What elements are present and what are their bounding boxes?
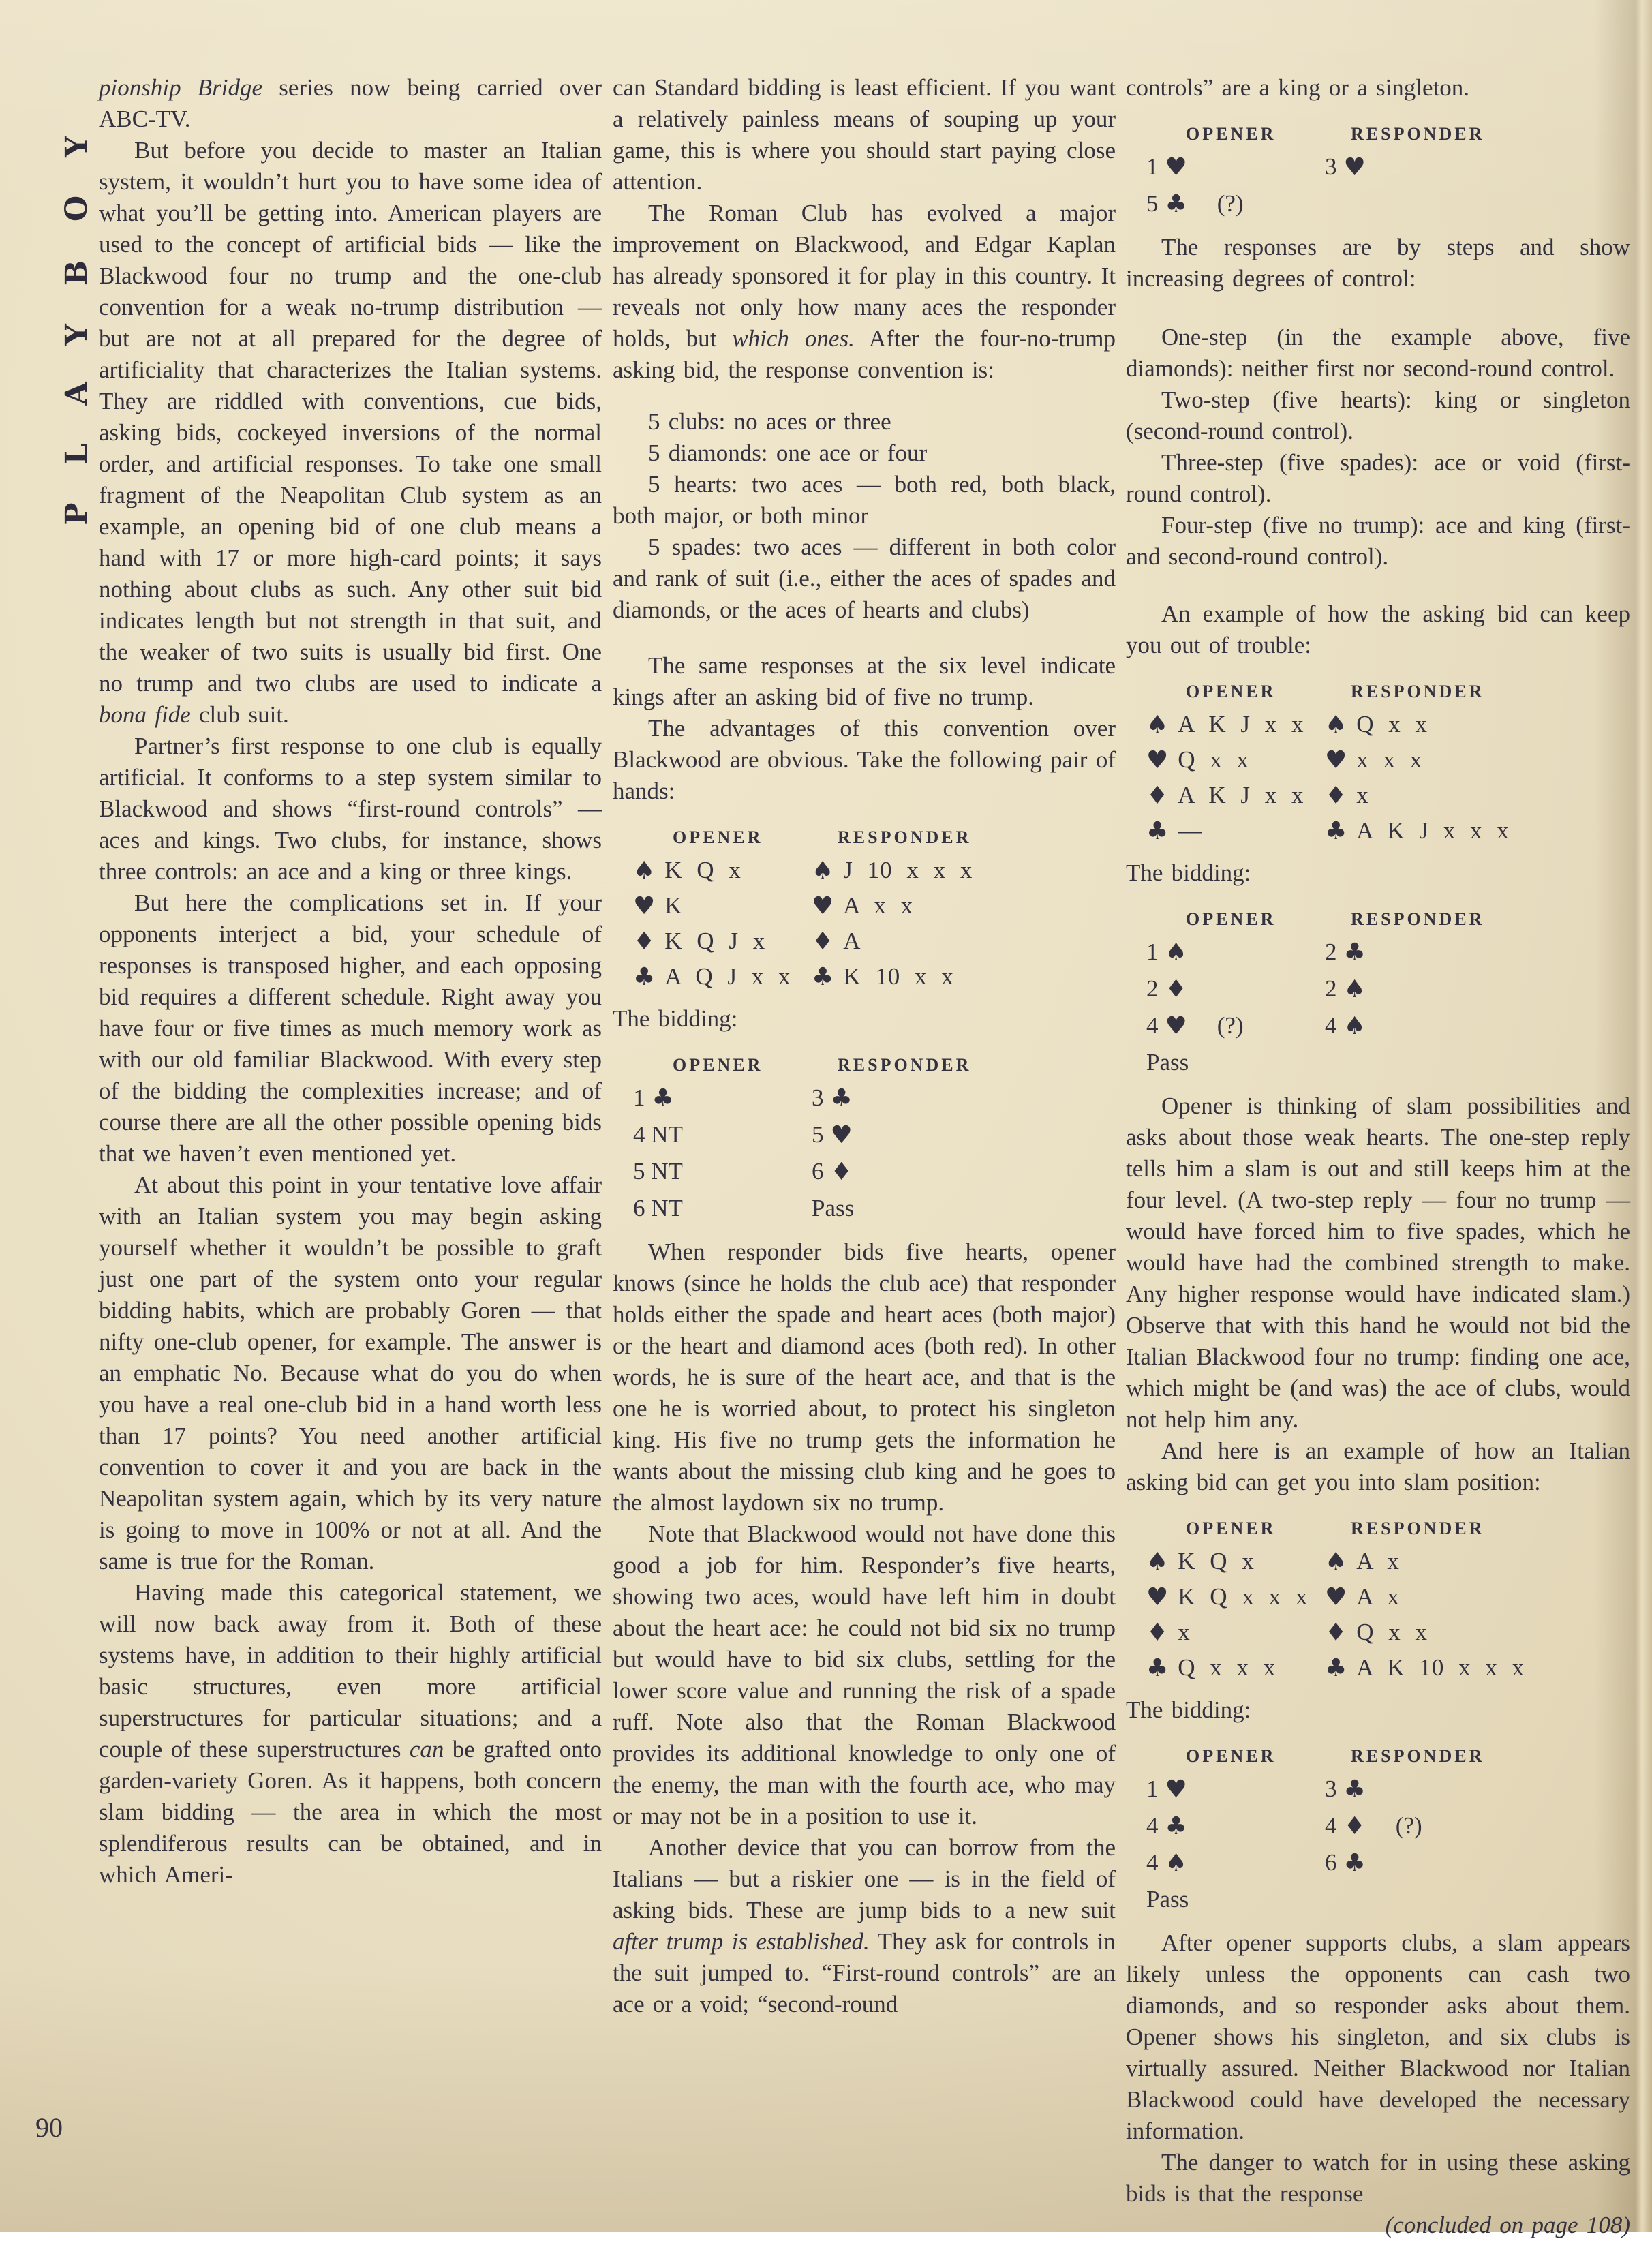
text-run: Opener is thinking of slam possibilities and asks about those weak hearts. The one-step reply tells him a slam is out and still keeps him at the four level. (A two-step reply — four no trump — would have forced him to five spades, which he would have had the combined strength to make. Any higher response would have indicated slam.) Observe that with this hand he would not bid the Italian Blackwood four no trump: finding one ace, which might be (and was) the ace of clubs, would not help him any. — [1126, 1093, 1630, 1433]
bid-call — [1146, 936, 1187, 968]
paragraph — [1126, 598, 1630, 661]
card-ranks: K Q J x — [664, 928, 766, 954]
heart-icon: ♥ — [633, 892, 656, 920]
paragraph — [1126, 510, 1630, 573]
bid-call — [1146, 1847, 1187, 1878]
bid-call — [1325, 1847, 1366, 1878]
hand-suit-holding — [1146, 709, 1304, 740]
bid-call — [1325, 1810, 1422, 1842]
paragraph — [613, 72, 1116, 198]
text-run: After opener supports clubs, a slam appears likely unless the opponents can cash two diamonds, and so responder asks about them. Opener shows his singleton, and six clubs is virtually assured. Neither Blackwood nor Italian Blackwood could have developed the necessary information. — [1126, 1930, 1630, 2144]
table-header-row — [1126, 1738, 1630, 1769]
text-run: Note that Blackwood would not have done this good a job for him. Responder’s five hearts, showing two aces, would have left him in doubt about the heart ace: he could not bid six no trump but would have to bid six clubs, settling for the lower score value and running the risk of a spade ruff. Note also that the Roman Blackwood provides its additional knowledge to only one of the enemy, the man with the fourth ace, who may or may not be in a position to use it. — [613, 1521, 1116, 1829]
text-run: At about this point in your tentative love affair with an Italian system you may begin asking yourself whether it wouldn’t be possible to graft just one part of the system onto your regular bidding habits, which are probably Goren — that nifty one-club opener, for example. The answer is an emphatic No. Because what do you do when you have a real one-club bid in a hand worth less than 17 points? You need another artificial convention to cover it and you are back in the Neapolitan system again, which by its very nature is going to move in 100% or not at all. And the same is true for the Roman. — [99, 1172, 602, 1574]
heart-icon: ♥ — [812, 892, 834, 920]
bid-call — [812, 1119, 853, 1150]
heart-icon: ♥ — [1165, 1775, 1187, 1803]
continuation-note — [1126, 2210, 1630, 2241]
opener-label: OPENER — [1186, 909, 1276, 929]
hand-diagram — [613, 819, 1116, 996]
text-run: which ones. — [732, 325, 855, 352]
bidding-row — [1126, 1010, 1630, 1047]
card-ranks: A K 10 x x x — [1356, 1654, 1525, 1681]
bid-call — [1146, 1010, 1244, 1041]
hand-row — [613, 890, 1116, 926]
card-ranks: Q x x x — [1178, 1654, 1276, 1681]
text-run: Partner’s first response to one club is equally artificial. It conforms to a step system similar to Blackwood and shows “first-round controls” — aces and kings. Two clubs, for instance, shows three controls: an ace and a king or three kings. — [99, 733, 602, 885]
text-run: The bidding: — [1126, 859, 1251, 886]
bid-text: 3 — [1325, 1775, 1337, 1802]
diamond-icon: ♦ — [1165, 975, 1187, 1003]
card-ranks: Q x x — [1356, 711, 1428, 737]
paragraph — [1126, 322, 1630, 384]
bid-text: 2 — [1146, 975, 1159, 1002]
opener-label: OPENER — [673, 827, 763, 847]
club-icon: ♣ — [652, 1084, 674, 1112]
opener-label: OPENER — [1186, 1519, 1276, 1538]
text-run: controls” are a king or a singleton. — [1126, 74, 1470, 101]
responder-label: RESPONDER — [1351, 124, 1485, 144]
bid-call — [1146, 1810, 1187, 1842]
paragraph — [1126, 232, 1630, 294]
bid-call — [1325, 151, 1366, 183]
diamond-icon: ♦ — [1325, 1619, 1347, 1647]
spacer — [1126, 294, 1630, 322]
text-run: The bidding: — [1126, 1696, 1251, 1723]
bid-text: 1 — [1146, 1775, 1159, 1802]
paragraph — [613, 532, 1116, 626]
text-run: 5 diamonds: one ace or four — [648, 440, 928, 466]
hand-suit-holding — [1146, 1617, 1191, 1648]
bidding-row — [613, 1156, 1116, 1193]
hand-row — [613, 926, 1116, 961]
bidding-row — [1126, 973, 1630, 1010]
bid-call — [812, 1193, 854, 1224]
bidding-row — [1126, 1773, 1630, 1810]
text-run: But here the complications set in. If your opponents interject a bid, your schedule of responses is transposed higher, and each opposing bid requires a different schedule. Right away you have four or five times as much memory work as with our old familiar Blackwood. With every step of the bidding the complexities increase; and of course there are all the other possible opening bids that we haven’t even mentioned yet. — [99, 889, 602, 1167]
bid-text: 1 — [633, 1084, 645, 1111]
hand-suit-holding — [1325, 1652, 1525, 1683]
hand-suit-holding — [1325, 709, 1428, 740]
hand-diagram — [1126, 673, 1630, 851]
card-ranks: A — [843, 928, 861, 954]
card-ranks: A K J x x x — [1356, 817, 1510, 844]
paragraph — [1126, 2147, 1630, 2210]
text-run: Three-step (five spades): ace or void (first-round control). — [1126, 449, 1630, 507]
bid-call — [1146, 1773, 1187, 1805]
text-run: The advantages of this convention over Blackwood are obvious. Take the following pair of hands: — [613, 715, 1116, 804]
text-run: after trump is established. — [613, 1928, 870, 1955]
responder-label: RESPONDER — [1351, 1519, 1485, 1538]
hand-suit-holding — [633, 890, 683, 921]
bid-query-note: (?) — [1395, 1812, 1422, 1839]
bidding-row — [1126, 1847, 1630, 1884]
hand-row — [1126, 1581, 1630, 1617]
diamond-icon: ♦ — [1325, 782, 1347, 810]
opener-label: OPENER — [1186, 124, 1276, 144]
club-icon: ♣ — [1325, 1654, 1347, 1682]
paragraph — [613, 713, 1116, 807]
hand-suit-holding — [812, 926, 861, 957]
bidding-row — [1126, 1884, 1630, 1921]
paragraph — [1126, 447, 1630, 510]
hand-row — [1126, 1652, 1630, 1688]
bidding-row — [613, 1119, 1116, 1156]
bidding-table — [1126, 116, 1630, 225]
table-header-row — [1126, 1510, 1630, 1542]
bid-call — [1146, 151, 1187, 183]
bid-text: 4 — [1325, 1812, 1337, 1839]
bid-text: 2 — [1325, 939, 1337, 965]
card-ranks: J 10 x x x — [843, 857, 973, 883]
bid-query-note: (?) — [1217, 1012, 1244, 1039]
spade-icon: ♠ — [1325, 711, 1347, 739]
hand-suit-holding — [812, 855, 973, 886]
text-run: An example of how the asking bid can keep you out of trouble: — [1126, 600, 1630, 658]
text-run: The bidding: — [613, 1005, 738, 1032]
card-ranks: A x — [1356, 1583, 1400, 1610]
spine-magazine-title: PLAYBOY — [59, 97, 94, 525]
card-ranks: A K J x x — [1178, 711, 1304, 737]
card-ranks: K Q x — [664, 857, 741, 883]
heart-icon: ♥ — [1325, 746, 1347, 774]
hand-suit-holding — [633, 855, 741, 886]
text-run: Two-step (five hearts): king or singleton (second-round control). — [1126, 386, 1630, 444]
spacer — [613, 626, 1116, 650]
diamond-icon: ♦ — [1343, 1812, 1366, 1840]
hand-row — [1126, 1617, 1630, 1652]
hand-suit-holding — [1325, 780, 1369, 811]
text-run: One-step (in the example above, five diamonds): neither first nor second-round control. — [1126, 324, 1630, 382]
spacer — [613, 386, 1116, 406]
spade-icon: ♠ — [1343, 975, 1366, 1003]
diamond-icon: ♦ — [633, 928, 656, 956]
text-run: pionship Bridge — [99, 74, 263, 101]
text-run: Another device that you can borrow from the Italians — but a riskier one — is in the field of asking bids. These are jump bids to a new suit — [613, 1834, 1116, 1923]
hand-suit-holding — [1325, 1581, 1400, 1613]
bid-text: 4 — [1146, 1849, 1159, 1876]
spade-icon: ♠ — [1165, 939, 1187, 966]
bidding-row — [613, 1193, 1116, 1230]
text-run: The same responses at the six level indicate kings after an asking bid of five no trump. — [613, 652, 1116, 710]
hand-row — [1126, 815, 1630, 851]
paragraph — [1126, 72, 1630, 104]
club-icon: ♣ — [1146, 1654, 1169, 1682]
text-run: They ask for controls in the suit jumped to. “First-round controls” are an ace or a void; “second-round — [613, 1928, 1116, 2017]
hand-suit-holding — [633, 961, 791, 992]
responder-label: RESPONDER — [838, 1055, 972, 1075]
bid-call — [1325, 973, 1366, 1005]
spade-icon: ♠ — [1165, 1849, 1187, 1877]
hand-suit-holding — [1325, 815, 1510, 847]
bid-call — [633, 1119, 683, 1150]
hand-suit-holding — [1146, 1581, 1308, 1613]
text-run: (concluded on page 108) — [1385, 2212, 1630, 2238]
paragraph — [99, 135, 602, 731]
opener-label: OPENER — [673, 1055, 763, 1075]
hand-suit-holding — [1146, 780, 1304, 811]
text-run: 5 hearts: two aces — both red, both black, both major, or both minor — [613, 471, 1116, 529]
bid-call — [812, 1082, 853, 1114]
bid-call — [1325, 1773, 1366, 1805]
bidding-row — [1126, 151, 1630, 188]
paragraph — [613, 650, 1116, 713]
responder-label: RESPONDER — [1351, 682, 1485, 701]
heart-icon: ♥ — [1343, 153, 1366, 181]
card-ranks: Q x x — [1356, 1619, 1428, 1645]
paragraph — [613, 406, 1116, 438]
bid-text: 2 — [1325, 975, 1337, 1002]
paragraph — [99, 72, 602, 135]
paragraph — [99, 731, 602, 887]
text-run: be grafted onto garden-variety Goren. As it happens, both concern slam bidding — the area in which the most splendiferous results can be obtained, and in which Ameri- — [99, 1736, 602, 1888]
bid-text: 4 — [1146, 1812, 1159, 1839]
hand-row — [1126, 744, 1630, 780]
paragraph — [613, 469, 1116, 532]
spade-icon: ♠ — [1146, 1548, 1169, 1576]
club-icon: ♣ — [1165, 190, 1187, 218]
hand-suit-holding — [1325, 744, 1422, 776]
card-ranks: x — [1178, 1619, 1191, 1645]
text-run: The responses are by steps and show increasing degrees of control: — [1126, 234, 1630, 292]
club-icon: ♣ — [812, 963, 834, 991]
bid-text: 4 NT — [633, 1121, 683, 1148]
bid-text: 6 — [812, 1158, 824, 1185]
bid-call — [633, 1082, 674, 1114]
bid-call — [1146, 1047, 1189, 1078]
hand-suit-holding — [633, 926, 765, 957]
bid-text: 6 NT — [633, 1195, 683, 1221]
hand-row — [1126, 709, 1630, 744]
club-icon: ♣ — [1325, 817, 1347, 845]
page-number: 90 — [35, 2112, 63, 2143]
bid-text: 3 — [1325, 153, 1337, 180]
paragraph — [1126, 1435, 1630, 1498]
bidding-row — [1126, 188, 1630, 225]
card-ranks: — — [1178, 817, 1203, 844]
hand-suit-holding — [1146, 1546, 1255, 1577]
heart-icon: ♥ — [1146, 746, 1169, 774]
bidding-row — [1126, 1047, 1630, 1084]
paragraph — [613, 1236, 1116, 1519]
bid-text: Pass — [812, 1195, 855, 1221]
club-icon: ♣ — [1165, 1812, 1187, 1840]
text-run: When responder bids five hearts, opener knows (since he holds the club ace) that responder holds either the spade and heart aces (both major) or the heart and diamond aces (both red). In other words, he is sure of the heart ace, and that is the one he is worried about, to protect his singleton king. His five no trump gets the information he wants about the missing club king and he goes to the almost laydown six no trump. — [613, 1238, 1116, 1516]
bid-text: 1 — [1146, 939, 1159, 965]
hand-suit-holding — [1146, 1652, 1276, 1683]
text-run: can Standard bidding is least efficient. If you want a relatively painless means of souping up your game, this is where you should start paying close attention. — [613, 74, 1116, 195]
spade-icon: ♠ — [1325, 1548, 1347, 1576]
bidding-row — [1126, 936, 1630, 973]
card-ranks: A K J x x — [1178, 782, 1304, 808]
bid-query-note: (?) — [1217, 190, 1244, 217]
card-ranks: K Q x — [1178, 1548, 1255, 1574]
bid-call — [812, 1156, 853, 1187]
table-header-row — [1126, 673, 1630, 705]
diamond-icon: ♦ — [830, 1158, 853, 1186]
spade-icon: ♠ — [1343, 1012, 1366, 1040]
card-ranks: A Q J x x — [664, 963, 791, 990]
responder-label: RESPONDER — [1351, 1746, 1485, 1766]
heart-icon: ♥ — [1165, 1012, 1187, 1040]
diamond-icon: ♦ — [1146, 1619, 1169, 1647]
text-run: series now being carried over ABC-TV. — [99, 74, 602, 132]
paragraph — [613, 1519, 1116, 1832]
bidding-table — [1126, 1738, 1630, 1921]
card-ranks: x — [1356, 782, 1369, 808]
paragraph — [1126, 1091, 1630, 1435]
hand-suit-holding — [1146, 815, 1202, 847]
table-header-row — [613, 1047, 1116, 1078]
bidding-table — [613, 1047, 1116, 1230]
card-ranks: A x — [1356, 1548, 1400, 1574]
club-icon: ♣ — [830, 1084, 853, 1112]
hand-diagram — [1126, 1510, 1630, 1688]
hand-suit-holding — [1146, 744, 1249, 776]
column-2 — [613, 72, 1116, 2212]
bid-text: Pass — [1146, 1049, 1189, 1076]
paragraph — [1126, 384, 1630, 447]
text-run: 5 clubs: no aces or three — [648, 408, 891, 435]
bid-text: 5 NT — [633, 1158, 683, 1185]
bid-text: Pass — [1146, 1886, 1189, 1912]
text-run: The Roman Club has evolved a major improvement on Blackwood, and Edgar Kaplan has already sponsored it for play in this country. It reveals not only how many aces the responder holds, but — [613, 200, 1116, 352]
responder-label: RESPONDER — [1351, 909, 1485, 929]
responder-label: RESPONDER — [838, 827, 972, 847]
club-icon: ♣ — [1146, 817, 1169, 845]
table-header-row — [1126, 116, 1630, 147]
text-run: The danger to watch for in using these asking bids is that the response — [1126, 2149, 1630, 2207]
hand-row — [1126, 780, 1630, 815]
paragraph — [99, 1577, 602, 1891]
hand-row — [613, 961, 1116, 996]
paragraph — [613, 438, 1116, 469]
hand-row — [613, 855, 1116, 890]
bid-text: 5 — [812, 1121, 824, 1148]
heart-icon: ♥ — [1325, 1583, 1347, 1611]
card-ranks: K 10 x x — [843, 963, 954, 990]
paragraph — [99, 887, 602, 1170]
club-icon: ♣ — [1343, 1775, 1366, 1803]
text-run: can — [409, 1736, 444, 1763]
bid-text: 5 — [1146, 190, 1159, 217]
club-icon: ♣ — [1343, 1849, 1366, 1877]
text-run: But before you decide to master an Italian system, it wouldn’t hurt you to have some idea of what you’ll be getting into. American players are used to the concept of artificial bids — like the Blackwood four no trump and the one-club convention for a weak no-trump distribution — but are not at all prepared for the degree of artificiality that characterizes the Italian systems. They are riddled with conventions, cue bids, asking bids, cockeyed inversions of the normal order, and artificial responses. To take one small fragment of the Neapolitan Club system as an example, an opening bid of one club means a hand with 17 or more high-card points; it says nothing about clubs as such. Any other suit bid indicates length but not strength in that suit, and the weaker of two suits is usually bid first. One no trump and two clubs are used to indicate a — [99, 137, 602, 697]
hand-row — [1126, 1546, 1630, 1581]
table-header-row — [1126, 901, 1630, 932]
paragraph — [613, 1832, 1116, 2020]
spade-icon: ♠ — [633, 857, 656, 885]
spade-icon: ♠ — [812, 857, 834, 885]
hand-suit-holding — [812, 961, 954, 992]
bid-call — [1146, 1884, 1189, 1915]
bidding-caption — [1126, 857, 1630, 889]
hand-suit-holding — [812, 890, 913, 921]
heart-icon: ♥ — [1146, 1583, 1169, 1611]
text-run: club suit. — [190, 701, 289, 728]
bid-text: 6 — [1325, 1849, 1337, 1876]
bid-call — [633, 1156, 683, 1187]
opener-label: OPENER — [1186, 1746, 1276, 1766]
bid-call — [1146, 188, 1244, 219]
diamond-icon: ♦ — [1146, 782, 1169, 810]
bid-text: 4 — [1146, 1012, 1159, 1039]
bidding-row — [1126, 1810, 1630, 1847]
card-ranks: A x x — [843, 892, 914, 919]
spacer — [1126, 573, 1630, 598]
heart-icon: ♥ — [830, 1121, 853, 1149]
club-icon: ♣ — [1343, 939, 1366, 966]
text-run: After the four-no-trump asking bid, the response convention is: — [613, 325, 1116, 383]
paragraph — [1126, 1927, 1630, 2147]
bid-call — [1146, 973, 1187, 1005]
card-ranks: Q x x — [1178, 746, 1250, 773]
bidding-caption — [1126, 1694, 1630, 1726]
bid-call — [1325, 936, 1366, 968]
spade-icon: ♠ — [1146, 711, 1169, 739]
text-run: bona fide — [99, 701, 191, 728]
text-run: Four-step (five no trump): ace and king (first- and second-round control). — [1126, 512, 1630, 570]
column-1 — [99, 72, 602, 2212]
bidding-caption — [613, 1003, 1116, 1035]
heart-icon: ♥ — [1165, 153, 1187, 181]
text-run: 5 spades: two aces — different in both color and rank of suit (i.e., either the aces of spades and diamonds, or the aces of hearts and clubs) — [613, 534, 1116, 623]
card-ranks: K Q x x x — [1178, 1583, 1309, 1610]
bid-text: 1 — [1146, 153, 1159, 180]
bidding-table — [1126, 901, 1630, 1084]
bid-text: 3 — [812, 1084, 824, 1111]
column-3 — [1126, 72, 1630, 2238]
paragraph — [99, 1170, 602, 1577]
diamond-icon: ♦ — [812, 928, 834, 956]
table-header-row — [613, 819, 1116, 851]
bidding-row — [613, 1082, 1116, 1119]
bid-call — [1325, 1010, 1366, 1041]
card-ranks: K — [664, 892, 683, 919]
hand-suit-holding — [1325, 1546, 1400, 1577]
bid-text: 4 — [1325, 1012, 1337, 1039]
text-run: Having made this categorical statement, we will now back away from it. Both of these systems have, in addition to their highly artificial basic structures, even more artificial superstructures for particular situations; and a couple of these superstructures — [99, 1579, 602, 1763]
paragraph — [613, 198, 1116, 386]
club-icon: ♣ — [633, 963, 656, 991]
opener-label: OPENER — [1186, 682, 1276, 701]
text-run: And here is an example of how an Italian asking bid can get you into slam position: — [1126, 1437, 1630, 1495]
hand-suit-holding — [1325, 1617, 1428, 1648]
bid-call — [633, 1193, 683, 1224]
card-ranks: x x x — [1356, 746, 1423, 773]
